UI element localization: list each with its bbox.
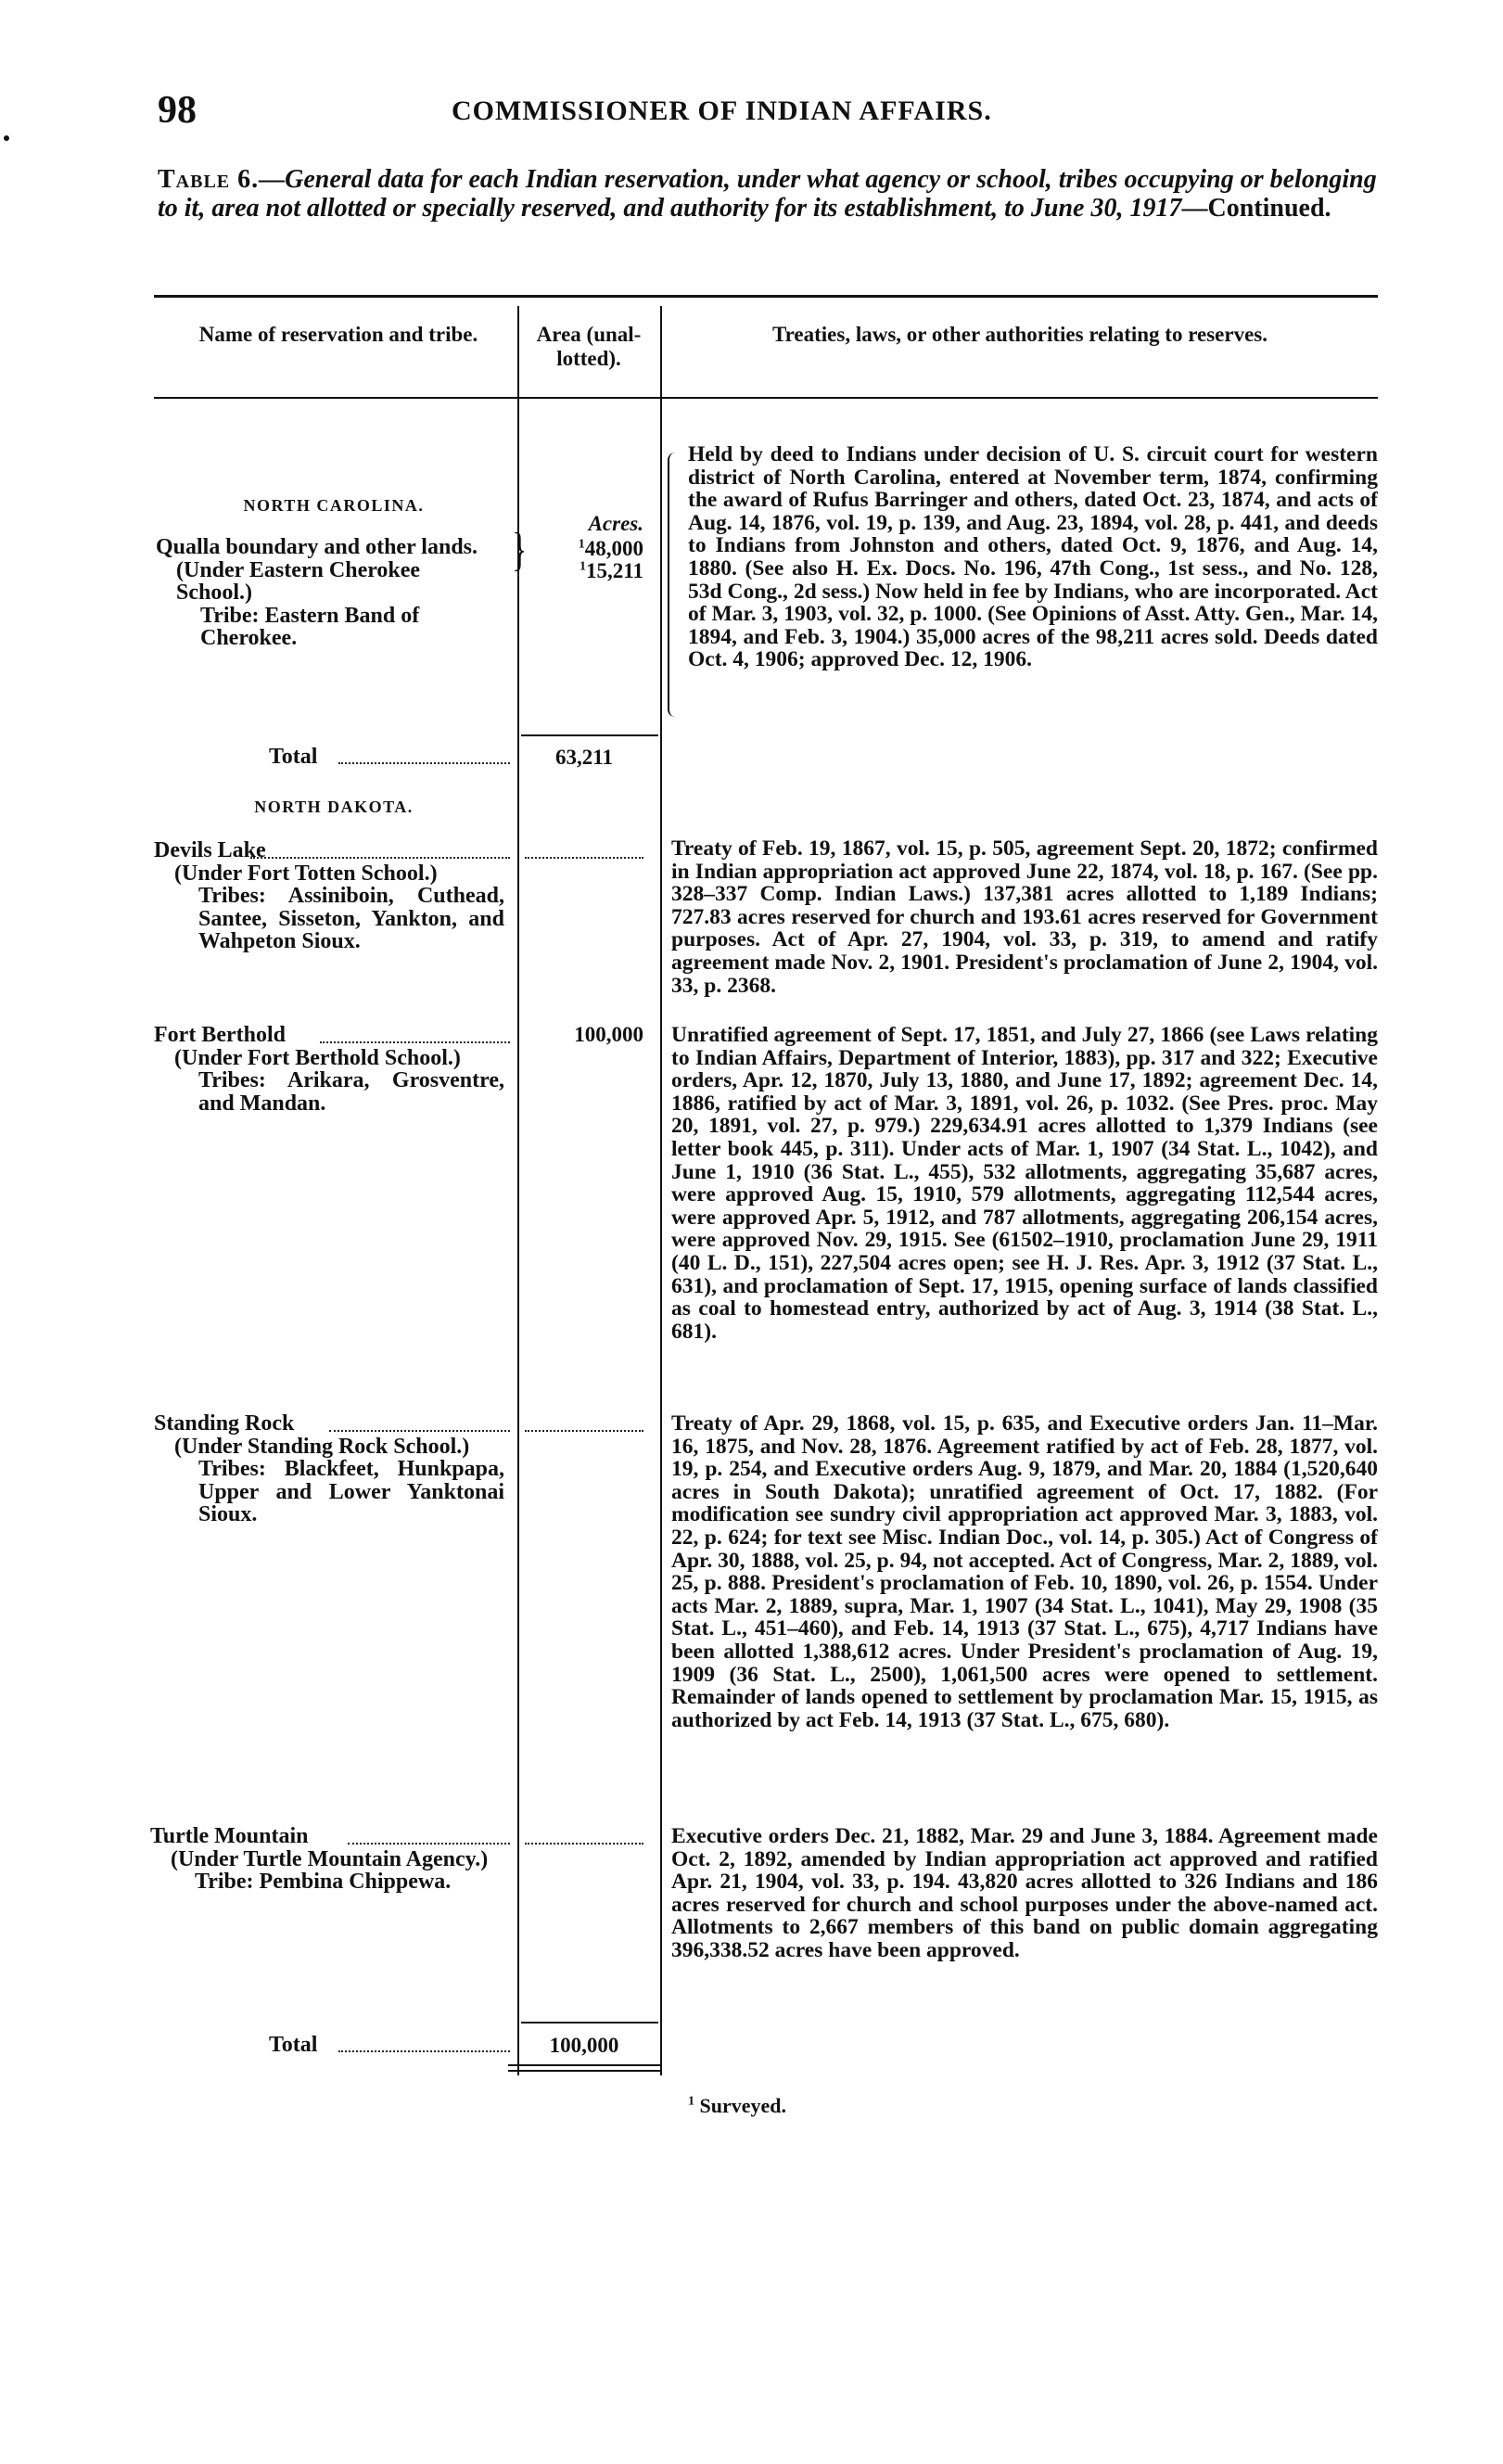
name-leader-dots [250, 857, 510, 859]
caption-title: —General data for each Indian reservation, under what agency or school, tribes occupying or belonging to it, area not allotted or specially reserved, and authority for its establishment, to June 30, 1917 [158, 165, 1377, 223]
area-leader-dots [525, 1843, 643, 1845]
area-fort-berthold: 100,000 [574, 1023, 643, 1046]
footnote-mark: 1 [688, 2094, 694, 2109]
treaty-text-standing-rock: Treaty of Apr. 29, 1868, vol. 15, p. 635, and Executive orders Jan. 11–Mar. 16, 1875, and Nov. 28, 1876. Agreement ratified by act of Feb. 28, 1877, vol. 19, p. 254, and Executive orders Aug. 9, 1879, and Mar. 20, 1884 (1,520,640 acres in South Dakota); unratified agreement of Oct. 17, 1882. (For modification see sundry civil appropriation act approved Mar. 3, 1883, vol. 22, p. 624; for text see Misc. Indian Doc., vol. 14, p. 305.) Act of Congress of Apr. 30, 1888, vol. 25, p. 94, not accepted. Act of Congress, Mar. 2, 1889, vol. 25, p. 888. President's proclamation of Feb. 10, 1890, vol. 26, p. 1554. Under acts Mar. 2, 1889, supra, Mar. 1, 1907 (34 Stat. L., 1041), May 29, 1908 (35 Stat. L., 451–460), and Feb. 14, 1913 (37 Stat. L., 675), 4,717 Indians have been allotted 1,388,612 acres. Under President's proclamation of Aug. 19, 1909 (36 Stat. L., 2500), 1,061,500 acres were opened to settlement. Remainder of lands opened to settlement by proclamation Mar. 15, 1915, as authorized by act Feb. 14, 1913 (37 Stat. L., 675, 680). [671, 1411, 1378, 1732]
column-header-area: Area (unal-lotted). [536, 323, 642, 370]
total-top-rule [521, 734, 658, 736]
total-double-rule-2 [508, 2070, 660, 2072]
caption-continued: —Continued. [1181, 194, 1331, 223]
area-value-2: 15,211 [586, 559, 643, 582]
treaty-text-fort-berthold: Unratified agreement of Sept. 17, 1851, and July 27, 1866 (see Laws relating to Indian Affairs, Department of Interior, 1883), pp. 317 and 322; Executive orders, Apr. 12, 1870, July 13, 1880, and June 17, 1892; agreement Dec. 14, 1886, ratified by act of Mar. 3, 1891, vol. 26, p. 1032. (See Pres. proc. May 20, 1891, vol. 27, p. 979.) 229,634.91 acres allotted to 1,379 Indians (see letter book 445, p. 311). Under acts of Mar. 1, 1907 (34 Stat. L., 1042), and June 1, 1910 (36 Stat. L., 455), 532 allotments, aggregating 35,687 acres, were approved Aug. 15, 1910, 579 allotments, aggregating 112,544 acres, were approved Apr. 5, 1912, and 787 allotments, aggregating 206,154 acres, were approved Nov. 29, 1915. See (61502–1910, proclamation June 29, 1911 (40 L. D., 151), 227,504 acres open; see H. J. Res. Apr. 3, 1912 (37 Stat. L., 631), and proclamation of Sept. 17, 1915, opening surface of lands classified as coal to homestead entry, authorized by act of Aug. 3, 1914 (38 Stat. L., 681). [671, 1023, 1378, 1344]
column-divider-2 [660, 306, 662, 2075]
footnote [688, 2094, 786, 2118]
name-leader-dots [348, 1843, 510, 1845]
reservation-tribe: Tribes: Arikara, Grosventre, and Mandan. [198, 1068, 504, 1116]
page-number: 98 [158, 89, 197, 132]
area-value-1: 48,000 [584, 537, 643, 560]
left-brace-bracket: } [512, 524, 528, 576]
state-heading-north-carolina: NORTH CAROLINA. [243, 496, 425, 515]
reservation-tribe: Tribe: Eastern Band of Cherokee. [200, 603, 420, 651]
area-leader-dots [525, 857, 643, 859]
table-top-rule [154, 295, 1378, 298]
total-leader-dots [338, 762, 510, 764]
reservation-name: Standing Rock [154, 1411, 295, 1436]
total-label-text: Total [269, 2033, 318, 2057]
area-unit: Acres. [588, 512, 643, 535]
reservation-tribe: Tribes: Assiniboin, Cuthead, Santee, Sisseton, Yankton, and Wahpeton Sioux. [198, 884, 504, 954]
column-header-name: Name of reservation and tribe. [198, 323, 478, 346]
reservation-turtle-mountain [150, 1825, 503, 1894]
treaty-text-turtle-mountain: Executive orders Dec. 21, 1882, Mar. 29 and June 3, 1884. Agreement made Oct. 2, 1892, amended by Indian appropriation act approved and ratified Apr. 21, 1904, vol. 33, p. 194. 43,820 acres allotted to 326 Indians and 186 acres reserved for church and school purposes under the above-named act. Allotments to 2,667 members of this band on public domain aggregating 396,338.52 acres have been approved. [671, 1824, 1378, 1962]
area-leader-dots [525, 1430, 643, 1432]
caption-lead: Table 6. [158, 165, 260, 194]
footnote-text: Surveyed. [699, 2094, 786, 2117]
reservation-agency: (Under Eastern Cherokee School.) [176, 557, 421, 606]
footnote-mark: 1 [580, 559, 587, 574]
total-value-nc: 63,211 [555, 746, 613, 769]
state-heading-north-dakota: NORTH DAKOTA. [254, 798, 414, 816]
column-header-treaties: Treaties, laws, or other authorities relating to reserves. [771, 323, 1267, 346]
running-title: COMMISSIONER OF INDIAN AFFAIRS. [452, 96, 992, 126]
total-top-rule [521, 2022, 658, 2024]
total-label-nc [269, 745, 317, 770]
footnote-mark: 1 [578, 537, 585, 552]
margin-dot [4, 135, 9, 141]
total-leader-dots [338, 2050, 510, 2052]
total-double-rule-1 [508, 2064, 660, 2066]
treaty-brace-line [668, 453, 675, 717]
area-value [525, 538, 643, 560]
header-bottom-rule [154, 397, 1378, 399]
reservation-tribe: Tribe: Pembina Chippewa. [195, 1870, 452, 1895]
reservation-agency: (Under Standing Rock School.) [174, 1434, 470, 1459]
treaty-text-qualla: Held by deed to Indians under decision of U. S. circuit court for western district of North Carolina, entered at November term, 1874, confirming the award of Rufus Barringer and others, dated Oct. 23, 1874, and acts of Aug. 14, 1876, vol. 19, p. 139, and Aug. 23, 1894, vol. 28, p. 441, and deeds to Indians from Johnston and others, dated Oct. 9, 1876, and Aug. 14, 1880. (See also H. Ex. Docs. No. 196, 47th Cong., 1st sess., and No. 128, 53d Cong., 2d sess.) Now held in fee by Indians, who are incorporated. Act of Mar. 3, 1903, vol. 32, p. 1000. (See Opinions of Asst. Atty. Gen., Mar. 14, 1894, and Feb. 3, 1904.) 35,000 acres of the 98,211 acres sold. Deeds dated Oct. 4, 1906; approved Dec. 12, 1906. [688, 442, 1378, 672]
treaty-text-devils-lake: Treaty of Feb. 19, 1867, vol. 15, p. 505, agreement Sept. 20, 1872; confirmed in Indian appropriation act approved June 22, 1874, vol. 18, p. 167. (See pp. 328–337 Comp. Indian Laws.) 137,381 acres allotted to 1,189 Indians; 727.83 acres reserved for church and 193.61 acres reserved for Government purposes. Act of Apr. 27, 1904, vol. 33, p. 319, to amend and ratify agreement made Nov. 2, 1901. President's proclamation of June 2, 1904, vol. 33, p. 2368. [671, 836, 1378, 998]
total-label-text: Total [269, 745, 318, 769]
reservation-name: Fort Berthold [154, 1023, 286, 1047]
reservation-agency: (Under Turtle Mountain Agency.) [171, 1846, 489, 1871]
reservation-fort-berthold [154, 1024, 504, 1115]
reservation-qualla [156, 536, 501, 650]
total-value-nd: 100,000 [549, 2034, 619, 2057]
area-value [525, 560, 643, 582]
total-label-nd [269, 2033, 317, 2058]
reservation-name: Qualla boundary and other lands. [156, 535, 478, 559]
reservation-name: Devils Lake [154, 838, 266, 862]
reservation-agency: (Under Fort Berthold School.) [174, 1045, 461, 1070]
name-leader-dots [320, 1041, 510, 1043]
name-leader-dots [329, 1430, 510, 1432]
reservation-tribe: Tribes: Blackfeet, Hunkpapa, Upper and Lower Yanktonai Sioux. [198, 1457, 504, 1527]
reservation-name: Turtle Mountain [150, 1824, 309, 1848]
reservation-agency: (Under Fort Totten School.) [174, 861, 438, 886]
table-caption [158, 165, 1383, 223]
